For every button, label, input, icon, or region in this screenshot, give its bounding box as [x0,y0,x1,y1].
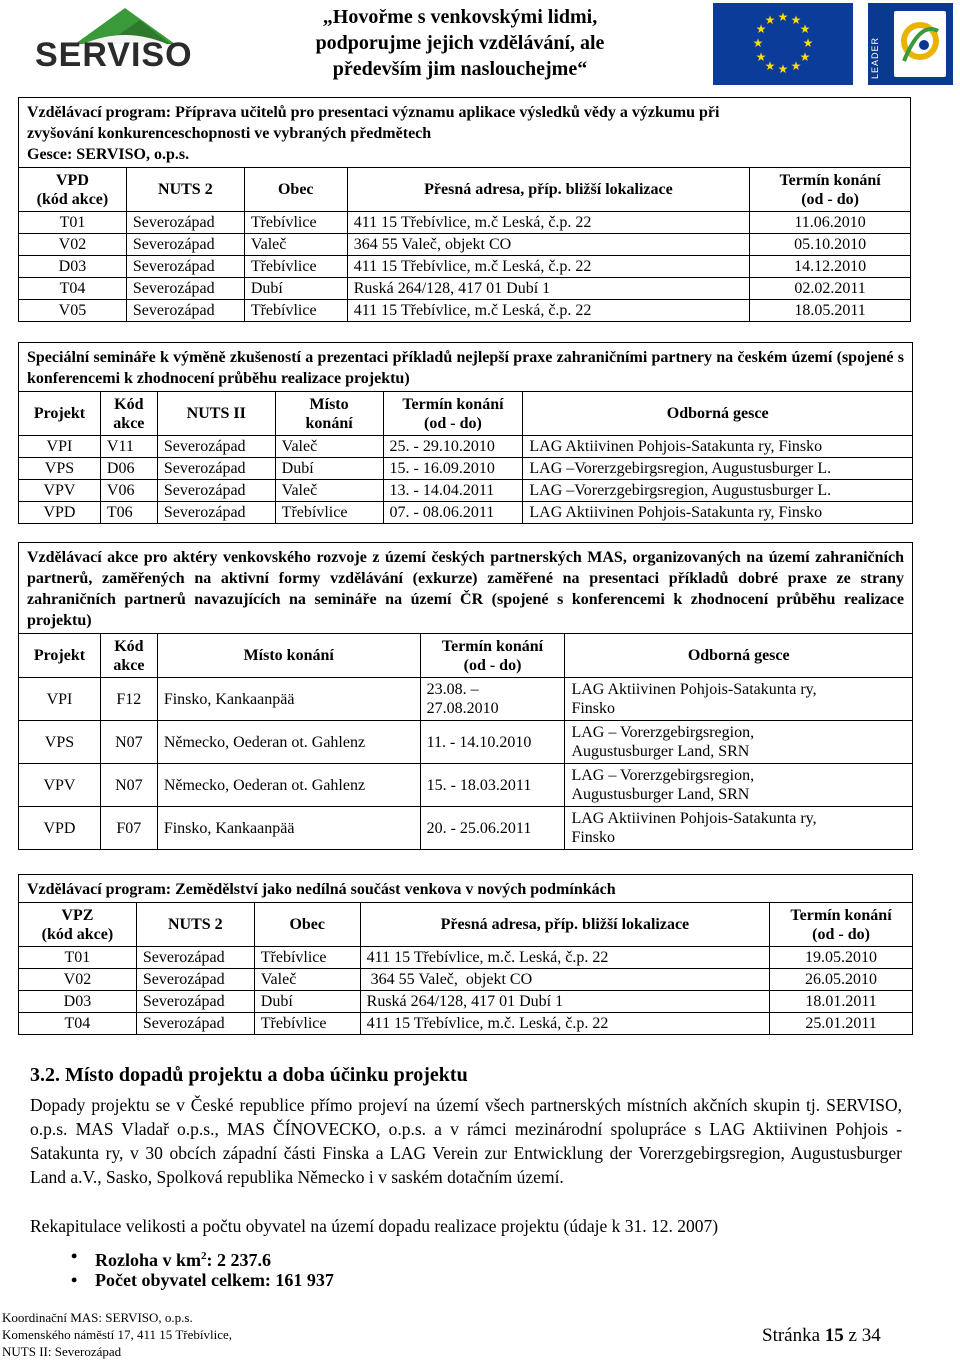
table-row: VPD F07 Finsko, Kankaanpää 20. - 25.06.2011 LAG Aktiivinen Pohjois-Satakunta ry, Finsko [19,807,913,850]
table-row: T01 Severozápad Třebívlice 411 15 Třebívlice, m.č. Leská, č.p. 22 19.05.2010 [19,947,913,969]
column-header: Projekt [19,392,101,436]
table-row: V02 Severozápad Valeč 364 55 Valeč, objekt CO 26.05.2010 [19,969,913,991]
motto-line-1: „Hovořme s venkovskými lidmi, [322,6,598,28]
column-header: VPD (kód akce) [19,168,127,212]
motto-line-2: podporujme jejich vzdělávání, ale [315,32,605,54]
column-header: Místo konání [157,634,420,678]
table-row: VPD T06 Severozápad Třebívlice 07. - 08.06.2011 LAG Aktiivinen Pohjois-Satakunta ry, Finsko [19,502,913,524]
leader-logo [868,3,953,85]
heading-line: zvyšování konkurenceschopnosti ve vybraných předmětech [27,125,432,142]
bullet-icon: • [71,1246,78,1266]
table-row: T04 Severozápad Třebívlice 411 15 Třebívlice, m.č. Leská, č.p. 22 25.01.2011 [19,1013,913,1035]
table-row: VPS N07 Německo, Oederan ot. Gahlenz 11. - 14.10.2010 LAG – Vorerzgebirgsregion, Augustusburger Land, SRN [19,721,913,764]
table-heading: Speciální semináře k výměně zkušeností a prezentaci příkladů nejlepší praxe zahraničními partnery na českém území (spojené s konferencemi k zhodnocení průběhu realizace projektu) [19,343,913,392]
table-row: D03 Severozápad Dubí Ruská 264/128, 417 01 Dubí 1 18.01.2011 [19,991,913,1013]
motto [265,4,655,82]
svg-text:★: ★ [790,13,802,27]
list-item: • Rozloha v $km^2$: 2 237.6 [71,1246,272,1270]
column-header: Obec [244,168,347,212]
column-header: Místo konání [275,392,383,436]
eu-flag-icon [713,3,853,85]
table-vpz [18,874,913,1035]
svg-text:★: ★ [764,59,776,73]
column-header: Přesná adresa, příp. bližší lokalizace [360,903,769,947]
table-row: V02 Severozápad Valeč 364 55 Valeč, objekt CO 05.10.2010 [19,234,911,256]
svg-text:★: ★ [755,22,767,36]
footer-address: Koordinační MAS: SERVISO, o.p.s. Komenského náměstí 17, 411 15 Třebívlice, NUTS II: Severozápad [2,1310,232,1359]
serviso-logo [35,6,215,76]
leader-emblem-icon [894,11,946,77]
leader-text: LEADER [870,36,880,79]
table-row: VPI V11 Severozápad Valeč 25. - 29.10.2010 LAG Aktiivinen Pohjois-Satakunta ry, Finsko [19,436,913,458]
column-header: Termín konání (od - do) [750,168,911,212]
column-header: Termín konání (od - do) [420,634,565,678]
svg-text:★: ★ [790,59,802,73]
page-number: Stránka 15 z 34 [762,1325,881,1346]
motto-line-3: především jim naslouchejme“ [332,58,588,80]
column-header: Termín konání (od - do) [770,903,913,947]
table-vpd [18,97,911,322]
column-header: NUTS 2 [136,903,254,947]
table-row: VPI F12 Finsko, Kankaanpää 23.08. – 27.08.2010 LAG Aktiivinen Pohjois-Satakunta ry, Finsko [19,678,913,721]
column-header: Kód akce [100,392,157,436]
table-heading [19,98,911,168]
table-seminars [18,342,913,524]
table-row: D03 Severozápad Třebívlice 411 15 Třebívlice, m.č Leská, č.p. 22 14.12.2010 [19,256,911,278]
table-excursions [18,542,913,850]
column-header: Obec [254,903,360,947]
svg-text:★: ★ [764,13,776,27]
svg-text:★: ★ [799,22,811,36]
table-heading: Vzdělávací akce pro aktéry venkovského rozvoje z území českých partnerských MAS, organizovaných na území zahraničních partnerů, zaměřených na aktivní formy vzdělávání (exkurze) zaměřené na presentaci příkladů dobré praxe ze strany zahraničních partnerů navazujících na semináře na území ČR (spojené s konferencemi k zhodnocení průběhu realizace projektu) [19,543,913,634]
svg-text:★: ★ [802,36,814,50]
svg-text:★: ★ [799,50,811,64]
column-header: Přesná adresa, příp. bližší lokalizace [347,168,749,212]
table-heading: Vzdělávací program: Zemědělství jako nedílná součást venkova v nových podmínkách [19,875,913,903]
bullet-icon: • [71,1270,78,1290]
list-item: • Počet obyvatel celkem: 161 937 [71,1270,334,1290]
column-header: Termín konání (od - do) [383,392,523,436]
table-row: VPS D06 Severozápad Dubí 15. - 16.09.2010 LAG –Vorerzgebirgsregion, Augustusburger L. [19,458,913,480]
column-header: Odborná gesce [523,392,913,436]
impact-paragraph: Dopady projektu se v České republice přímo projeví na území všech partnerských místních akčních skupin tj. SERVISO, o.p.s. MAS Vladař o.p.s., MAS ČÍNOVECKO, o.p.s. a v rámci mezinárodní spolupráce s LAG Aktiivinen Pohjois - Satakunta ry, v 30 obcích západní části Finska a LAG Verein zur Entwicklung der Vorerzgebirgsregion, Augustusburger Land a.V., Sasko, Spolková republika Německo i v saském dotačním území. [30,1095,902,1187]
column-header: Odborná gesce [565,634,913,678]
table-row: T04 Severozápad Dubí Ruská 264/128, 417 01 Dubí 1 02.02.2011 [19,278,911,300]
column-header: NUTS II [157,392,275,436]
heading-line: Vzdělávací program: Příprava učitelů pro presentaci významu aplikace výsledků vědy a výzkumu při [27,104,720,121]
table-row: VPV V06 Severozápad Valeč 13. - 14.04.2011 LAG –Vorerzgebirgsregion, Augustusburger L. [19,480,913,502]
column-header: Projekt [19,634,101,678]
logo-text: SERVISO [35,36,193,74]
table-row: V05 Severozápad Třebívlice 411 15 Třebívlice, m.č Leská, č.p. 22 18.05.2011 [19,300,911,322]
svg-text:★: ★ [755,50,767,64]
eu-stars-icon [713,3,853,85]
table-row: VPV N07 Německo, Oederan ot. Gahlenz 15. - 18.03.2011 LAG – Vorerzgebirgsregion, Augustusburger Land, SRN [19,764,913,807]
column-header: NUTS 2 [126,168,244,212]
svg-text:★: ★ [777,10,789,24]
column-header: VPZ (kód akce) [19,903,137,947]
table-row: T01 Severozápad Třebívlice 411 15 Třebívlice, m.č Leská, č.p. 22 11.06.2010 [19,212,911,234]
svg-text:★: ★ [777,62,789,76]
recap-paragraph: Rekapitulace velikosti a počtu obyvatel na území dopadu realizace projektu (údaje k 31. 12. 2007) [30,1216,719,1236]
svg-text:★: ★ [752,36,764,50]
heading-line: Gesce: SERVISO, o.p.s. [27,146,190,163]
column-header: Kód akce [100,634,157,678]
section-title: 3.2. Místo dopadů projektu a doba účinku projektu [30,1064,468,1086]
